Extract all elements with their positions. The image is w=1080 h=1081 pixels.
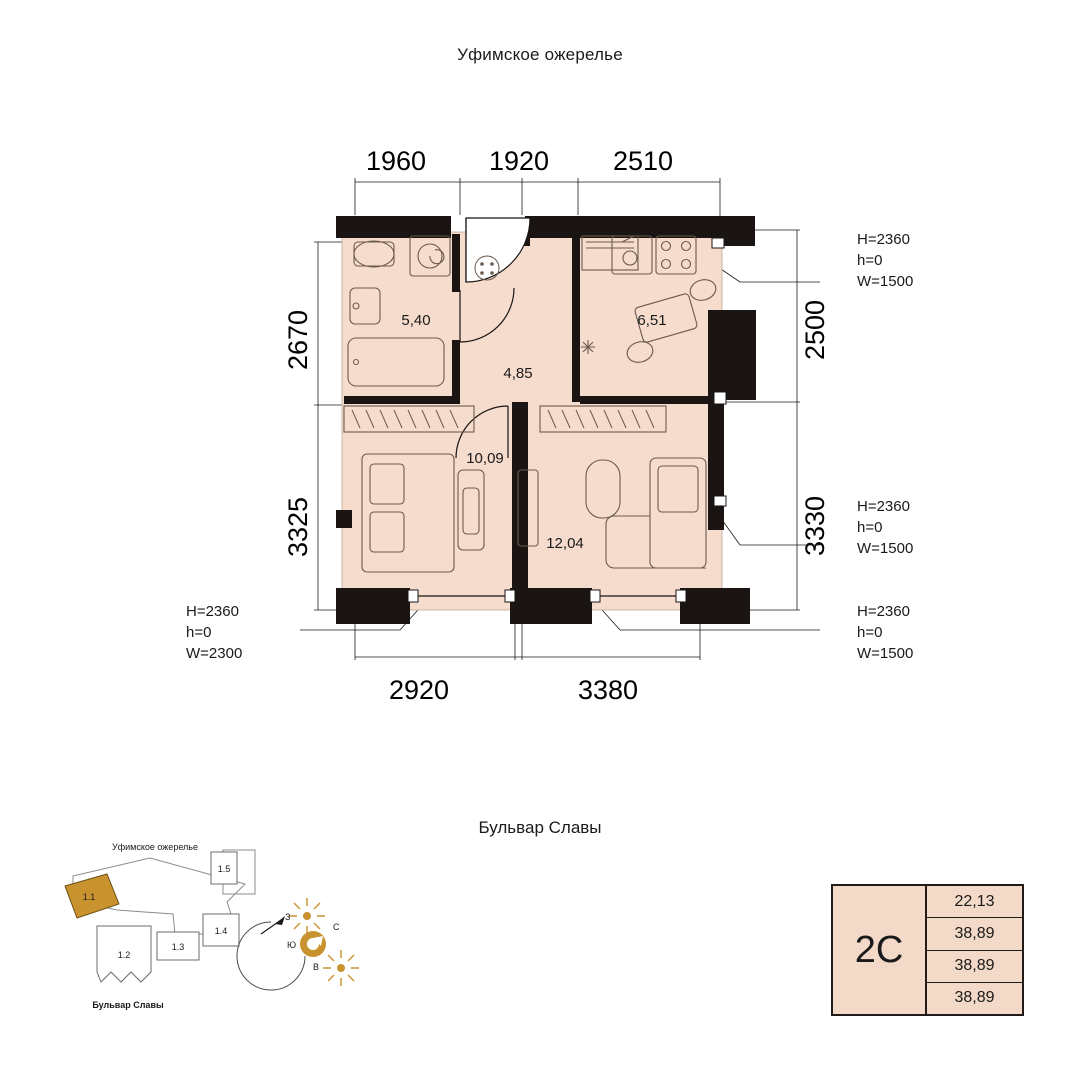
apartment-area-rows (927, 886, 1022, 1014)
room-area-bedroom: 10,09 (466, 450, 504, 467)
window-spec-top-right (857, 229, 913, 292)
minimap-block-label: 1.4 (214, 926, 228, 936)
minimap-label-top: Уфимское ожерелье (112, 842, 198, 852)
dimension-top-3: 2510 (613, 146, 674, 176)
dimension-right-1: 2500 (800, 299, 830, 360)
minimap-block-1-2[interactable] (97, 926, 151, 982)
window-spec-bottom-right (857, 601, 913, 664)
minimap-block-label: 1.5 (217, 864, 231, 874)
minimap-block-1-4[interactable] (203, 914, 239, 946)
dimension-left-2: 3325 (283, 496, 313, 557)
dimension-top-2: 1920 (489, 146, 550, 176)
window-spec-h-low: h=0 (857, 252, 883, 269)
compass-rose (237, 898, 359, 990)
window-spec-h: H=2360 (186, 603, 239, 620)
room-area-hall: 4,85 (503, 365, 533, 382)
room-area-bathroom: 5,40 (401, 312, 431, 329)
window-spec-w: W=1500 (857, 273, 914, 290)
window-spec-h-low: h=0 (857, 624, 883, 641)
apartment-type-legend (831, 884, 1024, 1016)
window-spec-h: H=2360 (857, 231, 910, 248)
dimension-bottom-2: 3380 (578, 675, 639, 705)
window-spec-h-low: h=0 (857, 519, 883, 536)
window-spec-h: H=2360 (857, 603, 910, 620)
compass-letter-north: С (333, 922, 340, 932)
window-spec-h: H=2360 (857, 498, 910, 515)
dimension-top-1: 1960 (366, 146, 427, 176)
dimension-bottom-1: 2920 (389, 675, 450, 705)
minimap-block-label: 1.1 (82, 892, 96, 902)
apartment-area-row: 38,89 (927, 951, 1022, 983)
window-spec-w: W=1500 (857, 540, 914, 557)
window-spec-w: W=2300 (186, 645, 243, 662)
apartment-area-row: 22,13 (927, 886, 1022, 918)
room-area-kitchen: 6,51 (637, 312, 667, 329)
site-minimap[interactable] (55, 838, 385, 1028)
dimension-right-2: 3330 (800, 495, 830, 556)
room-area-living-room: 12,04 (546, 535, 584, 552)
compass-letter-west: З (285, 912, 291, 922)
minimap-block-label: 1.2 (117, 950, 131, 960)
window-spec-h-low: h=0 (186, 624, 212, 641)
apartment-area-row: 38,89 (954, 989, 995, 1007)
minimap-block-1-5[interactable] (211, 852, 237, 884)
apartment-area-row: 38,89 (927, 918, 1022, 950)
page-title-top: Уфимское ожерелье (457, 45, 623, 64)
minimap-block-1-3[interactable] (157, 932, 199, 960)
minimap-label-bottom: Бульвар Славы (92, 1000, 164, 1010)
window-spec-w: W=1500 (857, 645, 914, 662)
floor-plan (300, 170, 820, 670)
window-spec-bottom-left (186, 601, 242, 664)
dimension-left-1: 2670 (283, 309, 313, 370)
page-title-bottom: Бульвар Славы (478, 818, 602, 837)
compass-letter-east: В (313, 962, 320, 972)
minimap-block-label: 1.3 (171, 942, 185, 952)
apartment-type-code: 2С (833, 886, 927, 1014)
compass-letter-south: Ю (287, 940, 297, 950)
window-spec-mid-right (857, 496, 913, 559)
